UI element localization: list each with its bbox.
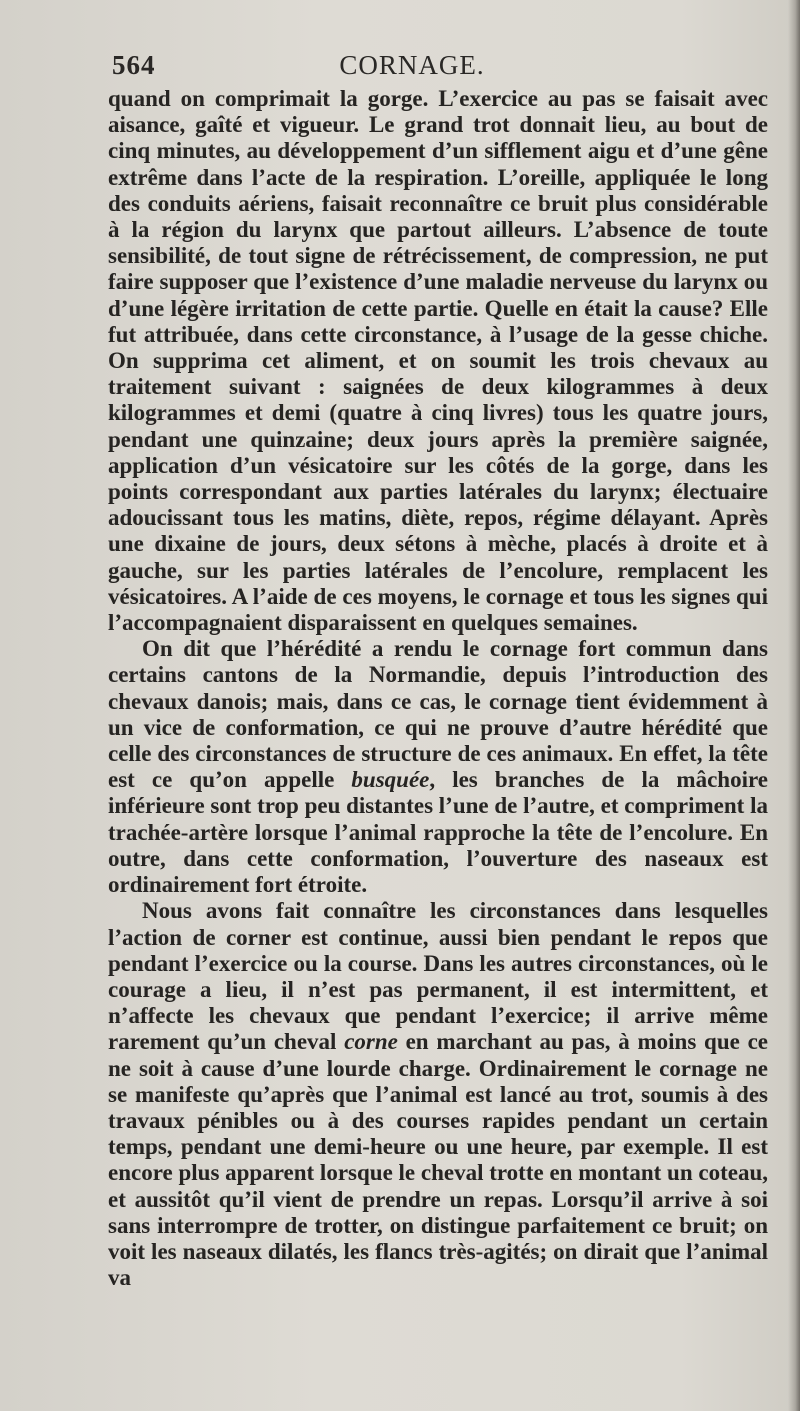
- text-segment: en marchant au pas, à moins que ce ne soit à cause d’une lourde charge. Ordinairement le cornage ne se manifeste qu’après que l’animal est lancé au trot, soumis à des travaux pénibles ou à des courses rapides pendant un certain temps, pendant une demi-heure ou une heure, par exemple. Il est encore plus apparent lorsque le cheval trotte en montant un coteau, et aussitôt qu’il vient de prendre un repas. Lorsqu’il arrive à soi sans interrompre de trotter, on distingue parfaitement ce bruit; on voit les naseaux dilatés, les flancs très-agités; on dirait que l’animal va: [108, 1029, 769, 1291]
- text-segment: On dit que l’hérédité a rendu le cornage fort commun dans certains cantons de la Normandie, depuis l’introduction des chevaux danois; mais, dans ce cas, le cornage tient évidemment à un vice de conformation, ce qui ne prouve d’autre hérédité que celle des circonstances de structure de ces animaux. En effet, la tête est ce qu’on appelle: [108, 636, 768, 793]
- text-segment: Nous avons fait connaître les circonstances dans lesquelles l’action de corner est continue, aussi bien pendant le repos que pendant l’exercice ou la course. Dans les autres circonstances, où le courage a lieu, il n’est pas permanent, il est intermittent, et n’affecte les chevaux que pendant l’exercice; il arrive même rarement qu’un cheval: [108, 898, 768, 1055]
- paragraph: [108, 636, 768, 898]
- running-title: CORNAGE.: [339, 50, 485, 80]
- page-number: 564: [112, 50, 156, 80]
- text-segment: quand on comprimait la gorge. L’exercice au pas se faisait avec aisance, gaîté et vigueur. Le grand trot donnait lieu, au bout de cinq minutes, au développement d’un sifflement aigu et d’une gêne extrême dans l’acte de la respiration. L’oreille, appliquée le long des conduits aériens, faisait reconnaître ce bruit plus considérable à la région du larynx que partout ailleurs. L’absence de toute sensibilité, de tout signe de rétrécissement, de compression, ne put faire supposer que l’existence d’une maladie nerveuse du larynx ou d’une légère irritation de cette partie. Quelle en était la cause? Elle fut attribuée, dans cette circonstance, à l’usage de la gesse chiche. On supprima cet aliment, et on soumit les trois chevaux au traitement suivant : saignées de deux kilogrammes à deux kilogrammes et demi (quatre à cinq livres) tous les quatre jours, pendant une quinzaine; deux jours après la première saignée, application d’un vésicatoire sur les côtés de la gorge, dans les points correspondant aux parties latérales du larynx; électuaire adoucissant tous les matins, diète, repos, régime délayant. Après une dixaine de jours, deux sétons à mèche, placés à droite et à gauche, sur les parties latérales de l’encolure, remplacent les vésicatoires. A l’aide de ces moyens, le cornage et tous les signes qui l’accompagnaient disparaissent en quelques semaines.: [108, 86, 768, 636]
- page-edge-shadow: [788, 0, 800, 1411]
- text-segment: , les branches de la mâchoire inférieure sont trop peu distantes l’une de l’autre, et compriment la trachée-artère lorsque l’animal rapproche la tête de l’encolure. En outre, dans cette conformation, l’ouverture des naseaux est ordinairement fort étroite.: [108, 767, 768, 898]
- paragraph: [108, 86, 768, 636]
- body-text: [108, 86, 768, 1291]
- page-header: [112, 50, 752, 84]
- paragraph: [108, 898, 768, 1291]
- italic-term: busquée: [351, 767, 430, 793]
- italic-term: corne: [344, 1029, 398, 1055]
